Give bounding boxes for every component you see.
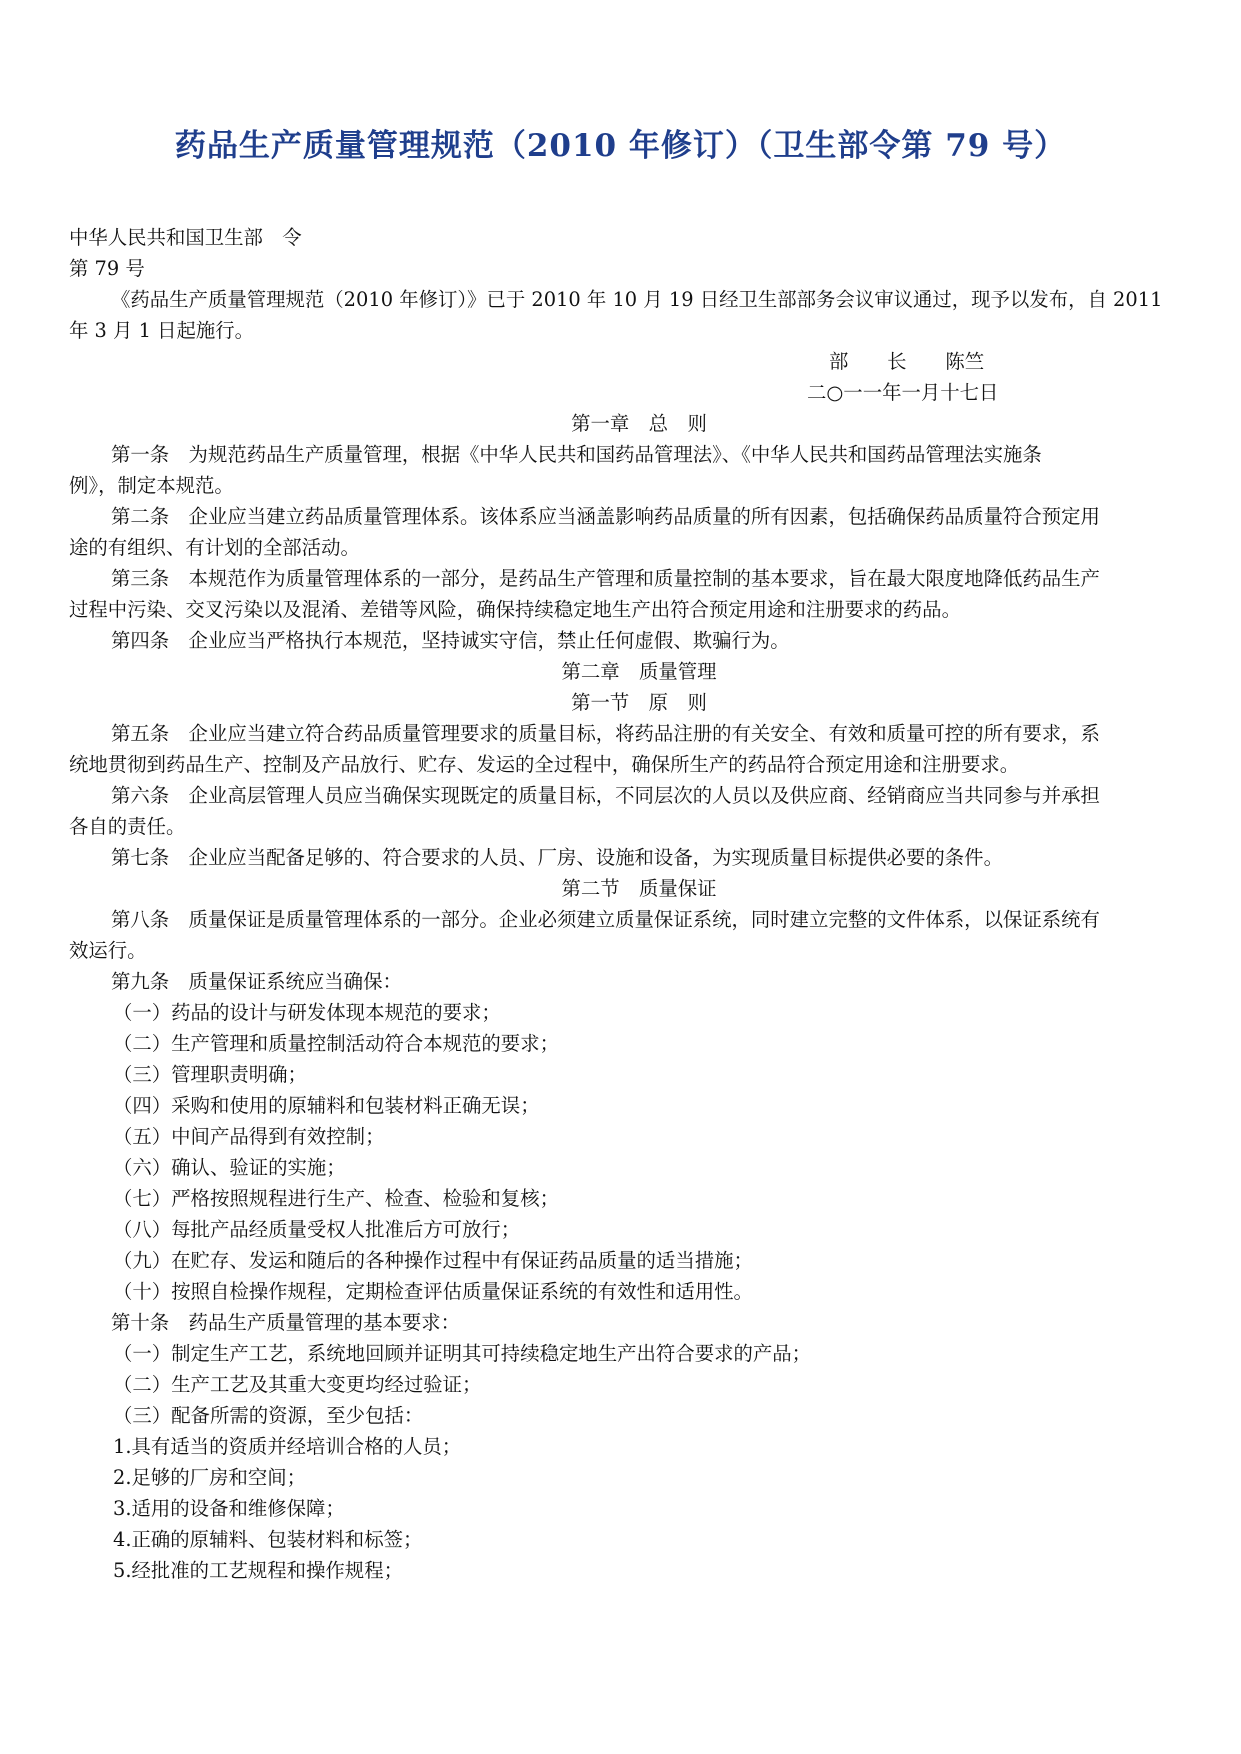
section-heading: 第二节 质量保证 [561,877,717,900]
list-item: （七）严格按照规程进行生产、检查、检验和复核； [113,1187,559,1210]
article-line: 第九条 质量保证系统应当确保： [111,970,402,993]
list-item: （一）药品的设计与研发体现本规范的要求； [113,1001,501,1024]
chapter-heading: 第二章 质量管理 [561,660,717,683]
list-item: （二）生产管理和质量控制活动符合本规范的要求； [113,1032,559,1055]
article-line: 过程中污染、交叉污染以及混淆、差错等风险，确保持续稳定地生产出符合预定用途和注册要求的药品。 [69,598,961,621]
preamble-line-2: 年 3 月 1 日起施行。 [69,319,255,342]
section-heading: 第一节 原 则 [571,691,707,714]
list-subitem: 4.正确的原辅料、包装材料和标签； [113,1528,423,1551]
list-subitem: 2.足够的厂房和空间； [113,1466,307,1489]
article-line: 第三条 本规范作为质量管理体系的一部分，是药品生产管理和质量控制的基本要求，旨在最大限度地降低药品生产 [111,567,1100,590]
list-subitem: 3.适用的设备和维修保障； [113,1497,345,1520]
list-item: （一）制定生产工艺，系统地回顾并证明其可持续稳定地生产出符合要求的产品； [113,1342,812,1365]
list-subitem: 1.具有适当的资质并经培训合格的人员； [113,1435,462,1458]
article-line: 效运行。 [69,939,147,962]
list-item: （六）确认、验证的实施； [113,1156,346,1179]
order-number: 第 79 号 [69,257,145,280]
article-line: 第二条 企业应当建立药品质量管理体系。该体系应当涵盖影响药品质量的所有因素，包括确保药品质量符合预定用 [111,505,1100,528]
article-line: 第一条 为规范药品生产质量管理，根据《中华人民共和国药品管理法》、《中华人民共和国药品管理法实施条 [111,443,1042,466]
article-line: 第十条 药品生产质量管理的基本要求： [111,1311,461,1334]
article-line: 各自的责任。 [69,815,186,838]
signature: 部 长 陈竺 [829,350,985,373]
article-line: 统地贯彻到药品生产、控制及产品放行、贮存、发运的全过程中，确保所生产的药品符合预定用途和注册要求。 [69,753,1020,776]
list-item: （五）中间产品得到有效控制； [113,1125,385,1148]
issuer-line: 中华人民共和国卫生部 令 [69,226,302,249]
list-item: （四）采购和使用的原辅料和包装材料正确无误； [113,1094,540,1117]
article-line: 第五条 企业应当建立符合药品质量管理要求的质量目标，将药品注册的有关安全、有效和质量可控的所有要求，系 [111,722,1100,745]
list-subitem: 5.经批准的工艺规程和操作规程； [113,1559,403,1582]
list-item: （三）管理职责明确； [113,1063,307,1086]
document-body [69,222,1209,1586]
list-item: （二）生产工艺及其重大变更均经过验证； [113,1373,482,1396]
document-title: 药品生产质量管理规范（2010 年修订）（卫生部令第 79 号） [174,128,1067,164]
article-line: 例》，制定本规范。 [69,474,234,497]
article-line: 第八条 质量保证是质量管理体系的一部分。企业必须建立质量保证系统，同时建立完整的文件体系，以保证系统有 [111,908,1100,931]
chapter-heading: 第一章 总 则 [571,412,707,435]
list-item: （九）在贮存、发运和随后的各种操作过程中有保证药品质量的适当措施； [113,1249,753,1272]
list-item: （十）按照自检操作规程，定期检查评估质量保证系统的有效性和适用性。 [113,1280,753,1303]
list-item: （三）配备所需的资源，至少包括： [113,1404,424,1427]
article-line: 途的有组织、有计划的全部活动。 [69,536,360,559]
article-line: 第七条 企业应当配备足够的、符合要求的人员、厂房、设施和设备，为实现质量目标提供必要的条件。 [111,846,1003,869]
issue-date: 二○一一年一月十七日 [807,381,999,404]
article-line: 第四条 企业应当严格执行本规范，坚持诚实守信，禁止任何虚假、欺骗行为。 [111,629,790,652]
preamble-line-1: 《药品生产质量管理规范（2010 年修订）》已于 2010 年 10 月 19 日经卫生部部务会议审议通过，现予以发布，自 2011 [111,288,1163,311]
list-item: （八）每批产品经质量受权人批准后方可放行； [113,1218,521,1241]
article-line: 第六条 企业高层管理人员应当确保实现既定的质量目标，不同层次的人员以及供应商、经销商应当共同参与并承担 [111,784,1100,807]
